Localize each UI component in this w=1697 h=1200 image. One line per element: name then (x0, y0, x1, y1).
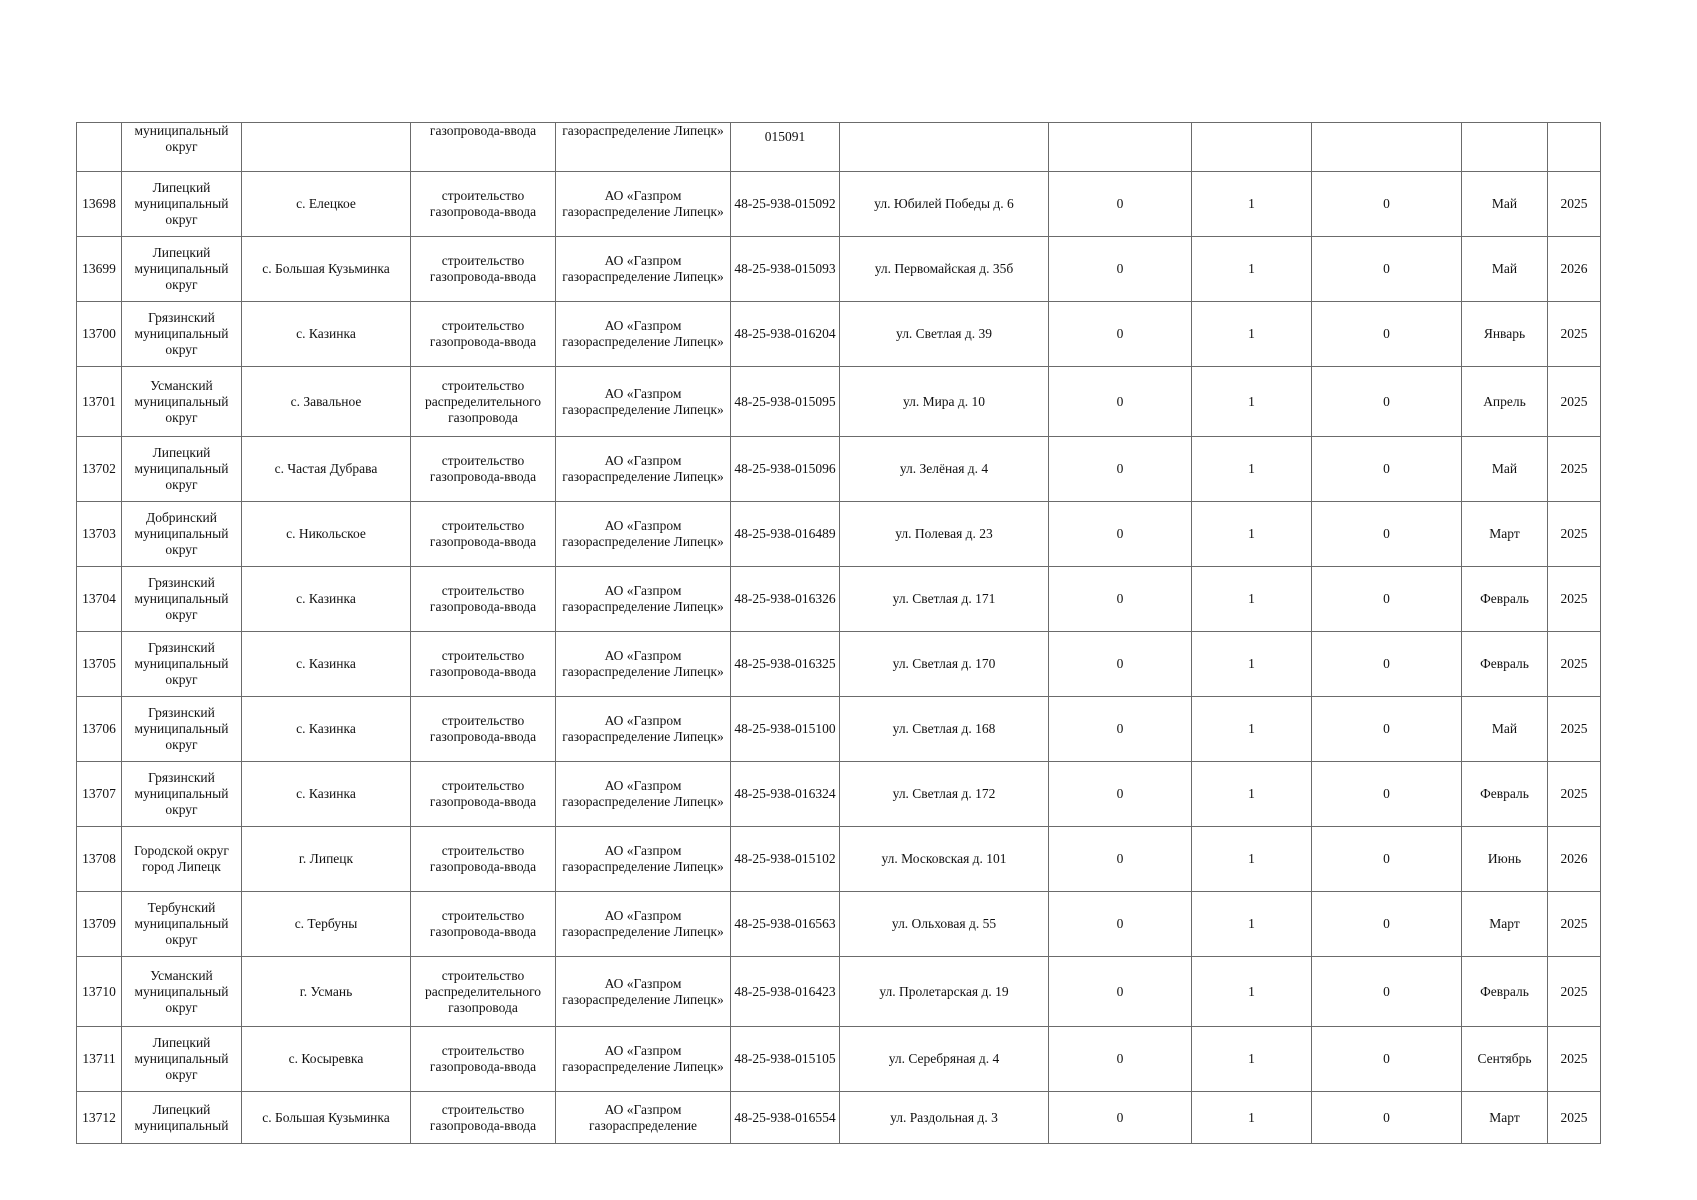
month-cell: Май (1462, 172, 1548, 237)
organization-cell: АО «Газпром газораспределение Липецк» (556, 1027, 731, 1092)
month-cell: Февраль (1462, 762, 1548, 827)
month-cell: Июнь (1462, 827, 1548, 892)
year-cell: 2025 (1548, 892, 1601, 957)
table-row (77, 502, 1601, 567)
settlement-cell: с. Тербуны (242, 892, 411, 957)
month-cell: Февраль (1462, 567, 1548, 632)
settlement-cell: с. Казинка (242, 632, 411, 697)
address-cell: ул. Светлая д. 170 (840, 632, 1049, 697)
count-col-2-cell: 1 (1192, 1092, 1312, 1144)
count-col-3-cell: 0 (1312, 957, 1462, 1027)
organization-cell: АО «Газпром газораспределение Липецк» (556, 827, 731, 892)
address-cell (840, 123, 1049, 172)
count-col-1-cell: 0 (1049, 437, 1192, 502)
row-number: 13708 (77, 827, 122, 892)
object-code-cell: 48-25-938-015102 (731, 827, 840, 892)
month-cell: Февраль (1462, 632, 1548, 697)
year-cell: 2026 (1548, 827, 1601, 892)
work-type-cell: строительство газопровода-ввода (411, 172, 556, 237)
count-col-3-cell: 0 (1312, 1027, 1462, 1092)
organization-cell: АО «Газпром газораспределение Липецк» (556, 632, 731, 697)
row-number: 13709 (77, 892, 122, 957)
settlement-cell: с. Казинка (242, 697, 411, 762)
organization-cell: АО «Газпром газораспределение Липецк» (556, 237, 731, 302)
row-number: 13706 (77, 697, 122, 762)
organization-cell: АО «Газпром газораспределение Липецк» (556, 697, 731, 762)
address-cell: ул. Юбилей Победы д. 6 (840, 172, 1049, 237)
count-col-1-cell: 0 (1049, 957, 1192, 1027)
object-code-cell: 48-25-938-016423 (731, 957, 840, 1027)
work-type-cell: строительство газопровода-ввода (411, 697, 556, 762)
row-number: 13712 (77, 1092, 122, 1144)
organization-cell: АО «Газпром газораспределение Липецк» (556, 892, 731, 957)
address-cell: ул. Первомайская д. 35б (840, 237, 1049, 302)
year-cell: 2025 (1548, 1092, 1601, 1144)
district-cell: Усманский муниципальный округ (122, 367, 242, 437)
year-cell: 2025 (1548, 1027, 1601, 1092)
object-code-cell: 48-25-938-016489 (731, 502, 840, 567)
month-cell: Март (1462, 892, 1548, 957)
year-cell: 2025 (1548, 567, 1601, 632)
year-cell: 2025 (1548, 437, 1601, 502)
row-number: 13698 (77, 172, 122, 237)
organization-cell: газораспределение Липецк» (556, 123, 731, 172)
address-cell: ул. Светлая д. 171 (840, 567, 1049, 632)
work-type-cell: строительство газопровода-ввода (411, 1027, 556, 1092)
table-row (77, 123, 1601, 172)
address-cell: ул. Полевая д. 23 (840, 502, 1049, 567)
district-cell: Липецкий муниципальный округ (122, 437, 242, 502)
settlement-cell: г. Липецк (242, 827, 411, 892)
address-cell: ул. Светлая д. 39 (840, 302, 1049, 367)
organization-cell: АО «Газпром газораспределение Липецк» (556, 437, 731, 502)
count-col-1-cell: 0 (1049, 1092, 1192, 1144)
district-cell: Грязинский муниципальный округ (122, 697, 242, 762)
object-code-cell: 48-25-938-016554 (731, 1092, 840, 1144)
settlement-cell: г. Усмань (242, 957, 411, 1027)
count-col-2-cell: 1 (1192, 437, 1312, 502)
object-code-cell: 48-25-938-016324 (731, 762, 840, 827)
settlement-cell (242, 123, 411, 172)
table-row (77, 567, 1601, 632)
work-type-cell: строительство газопровода-ввода (411, 762, 556, 827)
count-col-3-cell: 0 (1312, 172, 1462, 237)
count-col-2-cell: 1 (1192, 827, 1312, 892)
count-col-1-cell: 0 (1049, 302, 1192, 367)
district-cell: Грязинский муниципальный округ (122, 302, 242, 367)
table-row (77, 827, 1601, 892)
address-cell: ул. Мира д. 10 (840, 367, 1049, 437)
month-cell: Сентябрь (1462, 1027, 1548, 1092)
count-col-1-cell: 0 (1049, 502, 1192, 567)
address-cell: ул. Светлая д. 168 (840, 697, 1049, 762)
settlement-cell: с. Завальное (242, 367, 411, 437)
month-cell (1462, 123, 1548, 172)
row-number: 13707 (77, 762, 122, 827)
count-col-1-cell: 0 (1049, 237, 1192, 302)
object-code-cell: 48-25-938-015093 (731, 237, 840, 302)
table-body (77, 123, 1601, 1144)
district-cell: Грязинский муниципальный округ (122, 762, 242, 827)
table-row (77, 697, 1601, 762)
district-cell: Липецкий муниципальный (122, 1092, 242, 1144)
organization-cell: АО «Газпром газораспределение Липецк» (556, 567, 731, 632)
row-number: 13699 (77, 237, 122, 302)
year-cell: 2025 (1548, 502, 1601, 567)
district-cell: Добринский муниципальный округ (122, 502, 242, 567)
year-cell: 2025 (1548, 367, 1601, 437)
work-type-cell: строительство газопровода-ввода (411, 502, 556, 567)
count-col-1-cell: 0 (1049, 632, 1192, 697)
count-col-2-cell: 1 (1192, 567, 1312, 632)
count-col-2-cell: 1 (1192, 762, 1312, 827)
work-type-cell: газопровода-ввода (411, 123, 556, 172)
row-number: 13701 (77, 367, 122, 437)
row-number: 13710 (77, 957, 122, 1027)
object-code-cell: 48-25-938-016326 (731, 567, 840, 632)
count-col-1-cell: 0 (1049, 762, 1192, 827)
month-cell: Март (1462, 502, 1548, 567)
object-code-cell: 48-25-938-015096 (731, 437, 840, 502)
row-number: 13704 (77, 567, 122, 632)
work-type-cell: строительство газопровода-ввода (411, 302, 556, 367)
count-col-3-cell: 0 (1312, 567, 1462, 632)
month-cell: Февраль (1462, 957, 1548, 1027)
count-col-1-cell: 0 (1049, 367, 1192, 437)
address-cell: ул. Пролетарская д. 19 (840, 957, 1049, 1027)
row-number: 13700 (77, 302, 122, 367)
object-code-cell: 48-25-938-016325 (731, 632, 840, 697)
year-cell: 2025 (1548, 762, 1601, 827)
year-cell: 2025 (1548, 957, 1601, 1027)
table-row (77, 957, 1601, 1027)
count-col-1-cell: 0 (1049, 827, 1192, 892)
object-code-cell: 015091 (731, 123, 840, 172)
row-number: 13703 (77, 502, 122, 567)
row-number (77, 123, 122, 172)
work-type-cell: строительство газопровода-ввода (411, 1092, 556, 1144)
work-type-cell: строительство газопровода-ввода (411, 892, 556, 957)
settlement-cell: с. Косыревка (242, 1027, 411, 1092)
address-cell: ул. Серебряная д. 4 (840, 1027, 1049, 1092)
work-type-cell: строительство газопровода-ввода (411, 827, 556, 892)
district-cell: Липецкий муниципальный округ (122, 1027, 242, 1092)
settlement-cell: с. Никольское (242, 502, 411, 567)
table-row (77, 762, 1601, 827)
month-cell: Март (1462, 1092, 1548, 1144)
object-code-cell: 48-25-938-015092 (731, 172, 840, 237)
table-row (77, 437, 1601, 502)
district-cell: Липецкий муниципальный округ (122, 237, 242, 302)
address-cell: ул. Светлая д. 172 (840, 762, 1049, 827)
table-row (77, 172, 1601, 237)
address-cell: ул. Раздольная д. 3 (840, 1092, 1049, 1144)
count-col-3-cell: 0 (1312, 632, 1462, 697)
count-col-2-cell: 1 (1192, 172, 1312, 237)
work-type-cell: строительство газопровода-ввода (411, 237, 556, 302)
count-col-3-cell: 0 (1312, 1092, 1462, 1144)
count-col-1-cell: 0 (1049, 172, 1192, 237)
count-col-1-cell: 0 (1049, 1027, 1192, 1092)
year-cell (1548, 123, 1601, 172)
count-col-2-cell: 1 (1192, 957, 1312, 1027)
settlement-cell: с. Казинка (242, 762, 411, 827)
organization-cell: АО «Газпром газораспределение Липецк» (556, 172, 731, 237)
count-col-3-cell: 0 (1312, 827, 1462, 892)
count-col-1-cell: 0 (1049, 697, 1192, 762)
organization-cell: АО «Газпром газораспределение Липецк» (556, 502, 731, 567)
count-col-3-cell: 0 (1312, 697, 1462, 762)
row-number: 13702 (77, 437, 122, 502)
settlement-cell: с. Елецкое (242, 172, 411, 237)
year-cell: 2025 (1548, 172, 1601, 237)
row-number: 13711 (77, 1027, 122, 1092)
count-col-2-cell: 1 (1192, 697, 1312, 762)
district-cell: Липецкий муниципальный округ (122, 172, 242, 237)
table-row (77, 632, 1601, 697)
work-type-cell: строительство распределительного газопровода (411, 957, 556, 1027)
settlement-cell: с. Большая Кузьминка (242, 237, 411, 302)
count-col-1-cell: 0 (1049, 567, 1192, 632)
month-cell: Май (1462, 437, 1548, 502)
object-code-cell: 48-25-938-016204 (731, 302, 840, 367)
organization-cell: АО «Газпром газораспределение (556, 1092, 731, 1144)
table-row (77, 1092, 1601, 1144)
count-col-2-cell: 1 (1192, 502, 1312, 567)
table-row (77, 892, 1601, 957)
district-cell: Городской округ город Липецк (122, 827, 242, 892)
organization-cell: АО «Газпром газораспределение Липецк» (556, 957, 731, 1027)
year-cell: 2025 (1548, 302, 1601, 367)
count-col-3-cell: 0 (1312, 437, 1462, 502)
count-col-2-cell: 1 (1192, 1027, 1312, 1092)
row-number: 13705 (77, 632, 122, 697)
count-col-3-cell: 0 (1312, 302, 1462, 367)
district-cell: Грязинский муниципальный округ (122, 567, 242, 632)
year-cell: 2025 (1548, 632, 1601, 697)
count-col-2-cell: 1 (1192, 237, 1312, 302)
work-type-cell: строительство газопровода-ввода (411, 567, 556, 632)
address-cell: ул. Зелёная д. 4 (840, 437, 1049, 502)
year-cell: 2026 (1548, 237, 1601, 302)
organization-cell: АО «Газпром газораспределение Липецк» (556, 762, 731, 827)
count-col-3-cell: 0 (1312, 892, 1462, 957)
address-cell: ул. Московская д. 101 (840, 827, 1049, 892)
work-type-cell: строительство распределительного газопровода (411, 367, 556, 437)
year-cell: 2025 (1548, 697, 1601, 762)
address-cell: ул. Ольховая д. 55 (840, 892, 1049, 957)
count-col-2-cell: 1 (1192, 302, 1312, 367)
work-type-cell: строительство газопровода-ввода (411, 632, 556, 697)
settlement-cell: с. Частая Дубрава (242, 437, 411, 502)
settlement-cell: с. Казинка (242, 567, 411, 632)
table-row (77, 237, 1601, 302)
count-col-2-cell: 1 (1192, 632, 1312, 697)
object-code-cell: 48-25-938-015105 (731, 1027, 840, 1092)
settlement-cell: с. Казинка (242, 302, 411, 367)
count-col-2-cell: 1 (1192, 367, 1312, 437)
object-code-cell: 48-25-938-016563 (731, 892, 840, 957)
month-cell: Май (1462, 697, 1548, 762)
object-code-cell: 48-25-938-015095 (731, 367, 840, 437)
count-col-3-cell: 0 (1312, 762, 1462, 827)
month-cell: Январь (1462, 302, 1548, 367)
month-cell: Апрель (1462, 367, 1548, 437)
count-col-2-cell (1192, 123, 1312, 172)
organization-cell: АО «Газпром газораспределение Липецк» (556, 302, 731, 367)
count-col-3-cell: 0 (1312, 237, 1462, 302)
table-row (77, 302, 1601, 367)
count-col-1-cell: 0 (1049, 892, 1192, 957)
count-col-3-cell: 0 (1312, 502, 1462, 567)
count-col-2-cell: 1 (1192, 892, 1312, 957)
district-cell: Усманский муниципальный округ (122, 957, 242, 1027)
month-cell: Май (1462, 237, 1548, 302)
district-cell: Грязинский муниципальный округ (122, 632, 242, 697)
table-row (77, 367, 1601, 437)
object-code-cell: 48-25-938-015100 (731, 697, 840, 762)
table-row (77, 1027, 1601, 1092)
district-cell: муниципальный округ (122, 123, 242, 172)
count-col-3-cell: 0 (1312, 367, 1462, 437)
count-col-1-cell (1049, 123, 1192, 172)
district-cell: Тербунский муниципальный округ (122, 892, 242, 957)
gas-connection-table (76, 122, 1601, 1144)
count-col-3-cell (1312, 123, 1462, 172)
organization-cell: АО «Газпром газораспределение Липецк» (556, 367, 731, 437)
work-type-cell: строительство газопровода-ввода (411, 437, 556, 502)
settlement-cell: с. Большая Кузьминка (242, 1092, 411, 1144)
